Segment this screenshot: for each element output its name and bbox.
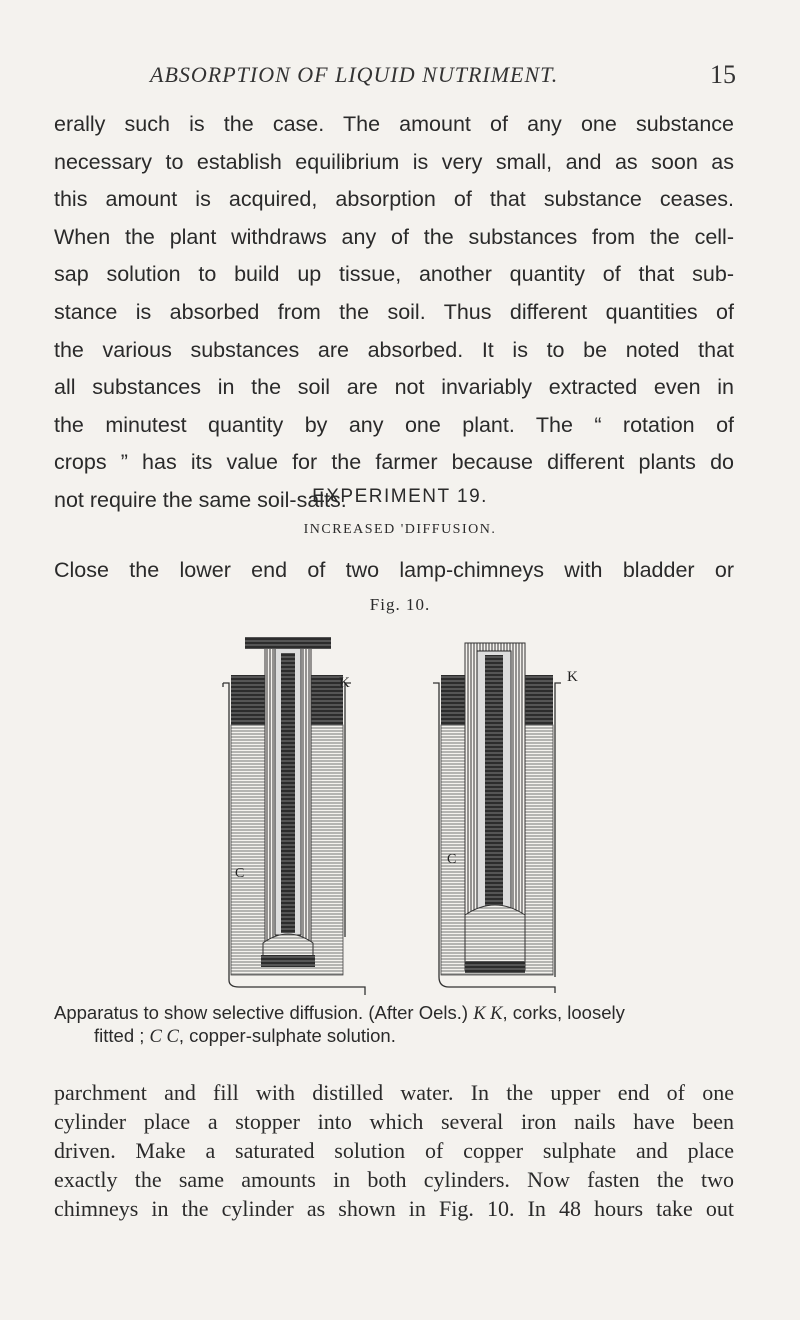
text-line: cylinder place a stopper into which several iron nails have been (54, 1109, 734, 1134)
label-k-right: K (567, 669, 578, 685)
experiment-title: EXPERIMENT 19. (312, 486, 488, 507)
apparatus-drawing (215, 625, 615, 995)
caption-text: fitted ; (94, 1025, 150, 1046)
text-line: driven. Make a saturated solution of copper sulphate and place (54, 1138, 734, 1163)
text-line: parchment and fill with distilled water. In the upper end of one (54, 1080, 734, 1105)
text-line: not require the same soil-salts. (54, 487, 347, 512)
caption-line-1 (54, 1002, 744, 1025)
caption-italic: K K (473, 1004, 503, 1024)
page-header (0, 62, 800, 92)
text-line: erally such is the case. The amount of any one substance (54, 112, 734, 136)
caption-italic: C C (149, 1027, 179, 1047)
figure-illustration (215, 625, 615, 995)
paragraph-3 (54, 1078, 734, 1223)
paragraph-1 (54, 106, 734, 520)
text-line: stance is absorbed from the soil. Thus different quantities of (54, 299, 734, 324)
text-line: chimneys in the cylinder as shown in Fig. 10. In 48 hours take out (54, 1196, 734, 1221)
text-line: Close the lower end of two lamp-chimneys with bladder or (54, 558, 734, 582)
label-k-left: K (339, 675, 350, 691)
right-apparatus (433, 643, 578, 993)
caption-text: , corks, loosely (502, 1002, 625, 1023)
page-number: 15 (710, 60, 736, 89)
label-c-left: C (235, 866, 245, 881)
text-line: exactly the same amounts in both cylinders. Now fasten the two (54, 1167, 734, 1192)
running-title: ABSORPTION OF LIQUID NUTRIMENT. (150, 62, 559, 87)
text-line: the minutest quantity by any one plant. The “ rotation of (54, 412, 734, 437)
text-line: necessary to establish equilibrium is very small, and as soon as (54, 149, 734, 174)
text-line: all substances in the soil are not invariably extracted even in (54, 375, 734, 400)
caption-text: Apparatus to show selective diffusion. (After Oels.) (54, 1002, 474, 1023)
text-line: this amount is acquired, absorption of that substance ceases. (54, 187, 734, 212)
experiment-subtitle: INCREASED 'DIFFUSION. (303, 522, 497, 537)
text-line: When the plant withdraws any of the substances from the cell- (54, 224, 734, 249)
left-apparatus (223, 637, 365, 995)
caption-text: , copper-sulphate solution. (178, 1025, 396, 1046)
text-line: the various substances are absorbed. It is to be noted that (54, 337, 734, 362)
paragraph-2 (54, 552, 734, 590)
figure-label: Fig. 10. (369, 595, 431, 614)
caption-line-2 (54, 1025, 744, 1048)
label-c-right: C (447, 852, 457, 867)
text-line: crops ” has its value for the farmer because different plants do (54, 450, 734, 475)
text-line: sap solution to build up tissue, another quantity of that sub- (54, 262, 734, 287)
figure-caption (54, 1002, 744, 1048)
